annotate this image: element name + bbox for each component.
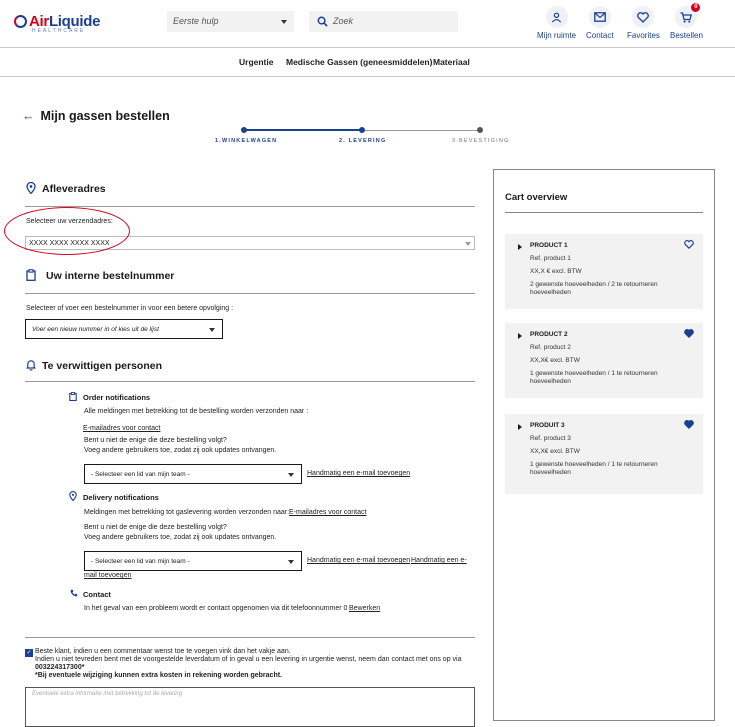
header-contact[interactable] bbox=[586, 6, 614, 40]
chevron-down-icon bbox=[465, 242, 471, 246]
delivery-team-member-select[interactable] bbox=[84, 551, 302, 571]
contact-edit-link[interactable]: Bewerken bbox=[349, 605, 381, 612]
heart-icon bbox=[637, 12, 649, 23]
product-name: PRODUIT 3 bbox=[530, 422, 565, 429]
notify-divider bbox=[25, 381, 475, 382]
back-arrow-icon[interactable]: ← bbox=[22, 109, 35, 123]
favorites-label: Favorites bbox=[627, 31, 660, 40]
chevron-down-icon bbox=[281, 20, 287, 24]
clipboard-icon bbox=[69, 392, 77, 401]
delivery-notifications-title: Delivery notifications bbox=[83, 493, 159, 502]
bell-icon bbox=[26, 359, 36, 371]
header-bestellen[interactable] bbox=[670, 6, 703, 40]
cart-icon bbox=[680, 12, 692, 23]
logo-subtitle: HEALTHCARE bbox=[32, 28, 86, 34]
logo-text-liquide: Liquide bbox=[48, 13, 101, 30]
search-input[interactable] bbox=[309, 11, 458, 32]
delivery-other-users-question: Bent u niet de enige die deze bestelling volgt? bbox=[84, 524, 227, 531]
header-favorites[interactable] bbox=[627, 6, 660, 40]
cart-product-1[interactable] bbox=[505, 234, 703, 309]
logo-text-air: Air bbox=[29, 13, 49, 30]
order-number-label: Selecteer of voer een bestelnummer in voor een betere opvolging : bbox=[26, 305, 234, 312]
stepper-line-todo bbox=[362, 130, 480, 131]
delivery-add-email-link-2-cont[interactable]: mail toevoegen bbox=[84, 572, 132, 579]
comment-urgent-info: Indien u niet tevreden bent met de voorgestelde leverdatum of in geval u een levering in urgentie wenst, neem dan contact met ons op via bbox=[35, 656, 462, 663]
product-name: PRODUCT 2 bbox=[530, 331, 568, 338]
header-mijn-ruimte[interactable] bbox=[537, 6, 576, 40]
nav-urgentie[interactable]: Urgentie bbox=[239, 57, 274, 67]
comment-instruction: Beste klant, indien u een commentaar wenst toe te voegen vink dan het vakje aan. bbox=[35, 648, 291, 655]
step-1-dot bbox=[241, 127, 247, 133]
comment-placeholder: Eventuele extra informatie met betrekking tot de levering bbox=[32, 691, 183, 697]
product-ref: Ref. product 3 bbox=[530, 435, 571, 443]
product-quantity: 1 gewenste hoeveelheden / 1 te retourneren hoeveelheden bbox=[530, 370, 658, 385]
search-placeholder: Zoek bbox=[333, 16, 354, 26]
user-icon bbox=[551, 12, 562, 23]
order-team-member-value: - Selecteer een lid van mijn team - bbox=[91, 471, 190, 478]
comment-checkbox[interactable]: ✓ bbox=[26, 650, 32, 656]
order-notifications-text: Alle meldingen met betrekking tot de bestelling worden verzonden naar : bbox=[84, 408, 309, 415]
delivery-other-users-hint: Voeg andere gebruikers toe, zodat zij ook updates ontvangen. bbox=[84, 534, 277, 541]
step-3-label: 3.BEVESTIGING bbox=[452, 138, 510, 144]
comment-divider bbox=[25, 637, 475, 638]
contact-phone-text: In het geval van een probleem wordt er contact opgenomen via dit telefoonnummer 0 bbox=[84, 605, 348, 612]
search-icon bbox=[317, 16, 328, 27]
cart-divider bbox=[505, 212, 703, 213]
order-team-member-select[interactable] bbox=[84, 464, 302, 484]
bestellen-label: Bestellen bbox=[670, 31, 703, 40]
comment-extra-costs: *Bij eventuele wijziging kunnen extra kosten in rekening worden gebracht. bbox=[35, 672, 282, 679]
order-add-email-link[interactable]: Handmatig een e-mail toevoegen bbox=[307, 470, 411, 477]
stepper-line-done bbox=[244, 129, 362, 131]
cart-product-3[interactable] bbox=[505, 414, 703, 494]
step-2-dot bbox=[359, 127, 365, 133]
heart-outline-icon[interactable] bbox=[684, 240, 694, 249]
delivery-notifications-text: Meldingen met betrekking tot gaslevering worden verzonden naar: bbox=[84, 509, 290, 516]
cart-product-2[interactable] bbox=[505, 323, 703, 398]
cart-overview-title: Cart overview bbox=[505, 192, 568, 203]
first-aid-select[interactable] bbox=[167, 11, 294, 32]
product-price: XX,X€ excl. BTW bbox=[530, 448, 580, 456]
order-other-users-hint: Voeg andere gebruikers toe, zodat zij ook updates ontvangen. bbox=[84, 447, 277, 454]
step-1-label: 1.WINKELWAGEN bbox=[215, 138, 278, 144]
product-quantity: 1 gewenste hoeveelheden / 1 te retourneren hoeveelheden bbox=[530, 461, 658, 476]
shipping-address-value: XXXX XXXX XXXX XXXX bbox=[29, 240, 110, 247]
chevron-down-icon bbox=[288, 560, 294, 564]
expand-arrow-icon[interactable] bbox=[518, 424, 522, 430]
cart-count-badge: 0 bbox=[691, 3, 700, 12]
location-pin-icon bbox=[69, 491, 77, 501]
notify-section-title: Te verwittigen personen bbox=[42, 360, 162, 372]
first-aid-select-value: Eerste hulp bbox=[173, 16, 219, 26]
highlight-circle bbox=[4, 207, 130, 255]
page-title-text: Mijn gassen bestellen bbox=[40, 109, 170, 123]
mijn-ruimte-label: Mijn ruimte bbox=[537, 31, 577, 40]
order-number-divider bbox=[25, 293, 475, 294]
step-2-label: 2. LEVERING bbox=[339, 138, 387, 144]
comment-textarea[interactable] bbox=[25, 687, 475, 727]
mail-icon bbox=[594, 12, 606, 22]
delivery-contact-email-link[interactable]: E-mailadres voor contact bbox=[289, 509, 367, 516]
header-divider bbox=[0, 47, 735, 48]
expand-arrow-icon[interactable] bbox=[518, 244, 522, 250]
delivery-team-member-value: - Selecteer een lid van mijn team - bbox=[91, 558, 190, 565]
order-notifications-title: Order notifications bbox=[83, 393, 151, 402]
address-section-title: Afleveradres bbox=[42, 183, 106, 195]
nav-divider bbox=[0, 76, 735, 77]
expand-arrow-icon[interactable] bbox=[518, 333, 522, 339]
chevron-down-icon bbox=[288, 473, 294, 477]
product-ref: Ref. product 1 bbox=[530, 255, 571, 263]
step-3-dot bbox=[477, 127, 483, 133]
address-label: Selecteer uw verzendadres: bbox=[26, 218, 113, 225]
chevron-down-icon bbox=[209, 328, 215, 332]
contact-title: Contact bbox=[83, 590, 111, 599]
order-number-dropdown[interactable] bbox=[25, 319, 223, 339]
logo-icon bbox=[14, 15, 27, 28]
phone-icon bbox=[70, 589, 78, 597]
nav-materiaal[interactable]: Materiaal bbox=[433, 57, 470, 67]
order-other-users-question: Bent u niet de enige die deze bestelling volgt? bbox=[84, 437, 227, 444]
clipboard-icon bbox=[26, 269, 36, 281]
contact-label: Contact bbox=[586, 31, 614, 40]
heart-filled-icon[interactable] bbox=[684, 420, 694, 429]
delivery-add-email-link[interactable]: Handmatig een e-mail toevoegen bbox=[307, 557, 411, 564]
nav-medische-gassen[interactable]: Medische Gassen (geneesmiddelen) bbox=[286, 57, 433, 67]
page-title bbox=[22, 109, 170, 123]
product-name: PRODUCT 1 bbox=[530, 242, 568, 249]
order-contact-email-link[interactable]: E-mailadres voor contact bbox=[83, 425, 161, 432]
product-price: XX,X€ excl. BTW bbox=[530, 357, 580, 365]
product-ref: Ref. product 2 bbox=[530, 344, 571, 352]
comment-phone-number: 003224317300* bbox=[35, 664, 85, 671]
delivery-add-email-link-2[interactable]: Handmatig een e- bbox=[411, 557, 467, 564]
address-divider bbox=[25, 206, 475, 207]
product-quantity: 2 gewenste hoeveelheden / 2 te retourneren hoeveelheden bbox=[530, 281, 658, 296]
location-pin-icon bbox=[26, 182, 36, 194]
order-number-dropdown-value: Voer een nieuw nummer in of kies uit de lijst bbox=[32, 326, 159, 333]
air-liquide-logo[interactable] bbox=[14, 13, 100, 34]
order-number-section-title: Uw interne bestelnummer bbox=[46, 270, 175, 282]
heart-filled-icon[interactable] bbox=[684, 329, 694, 338]
product-price: XX,X € excl. BTW bbox=[530, 268, 582, 276]
